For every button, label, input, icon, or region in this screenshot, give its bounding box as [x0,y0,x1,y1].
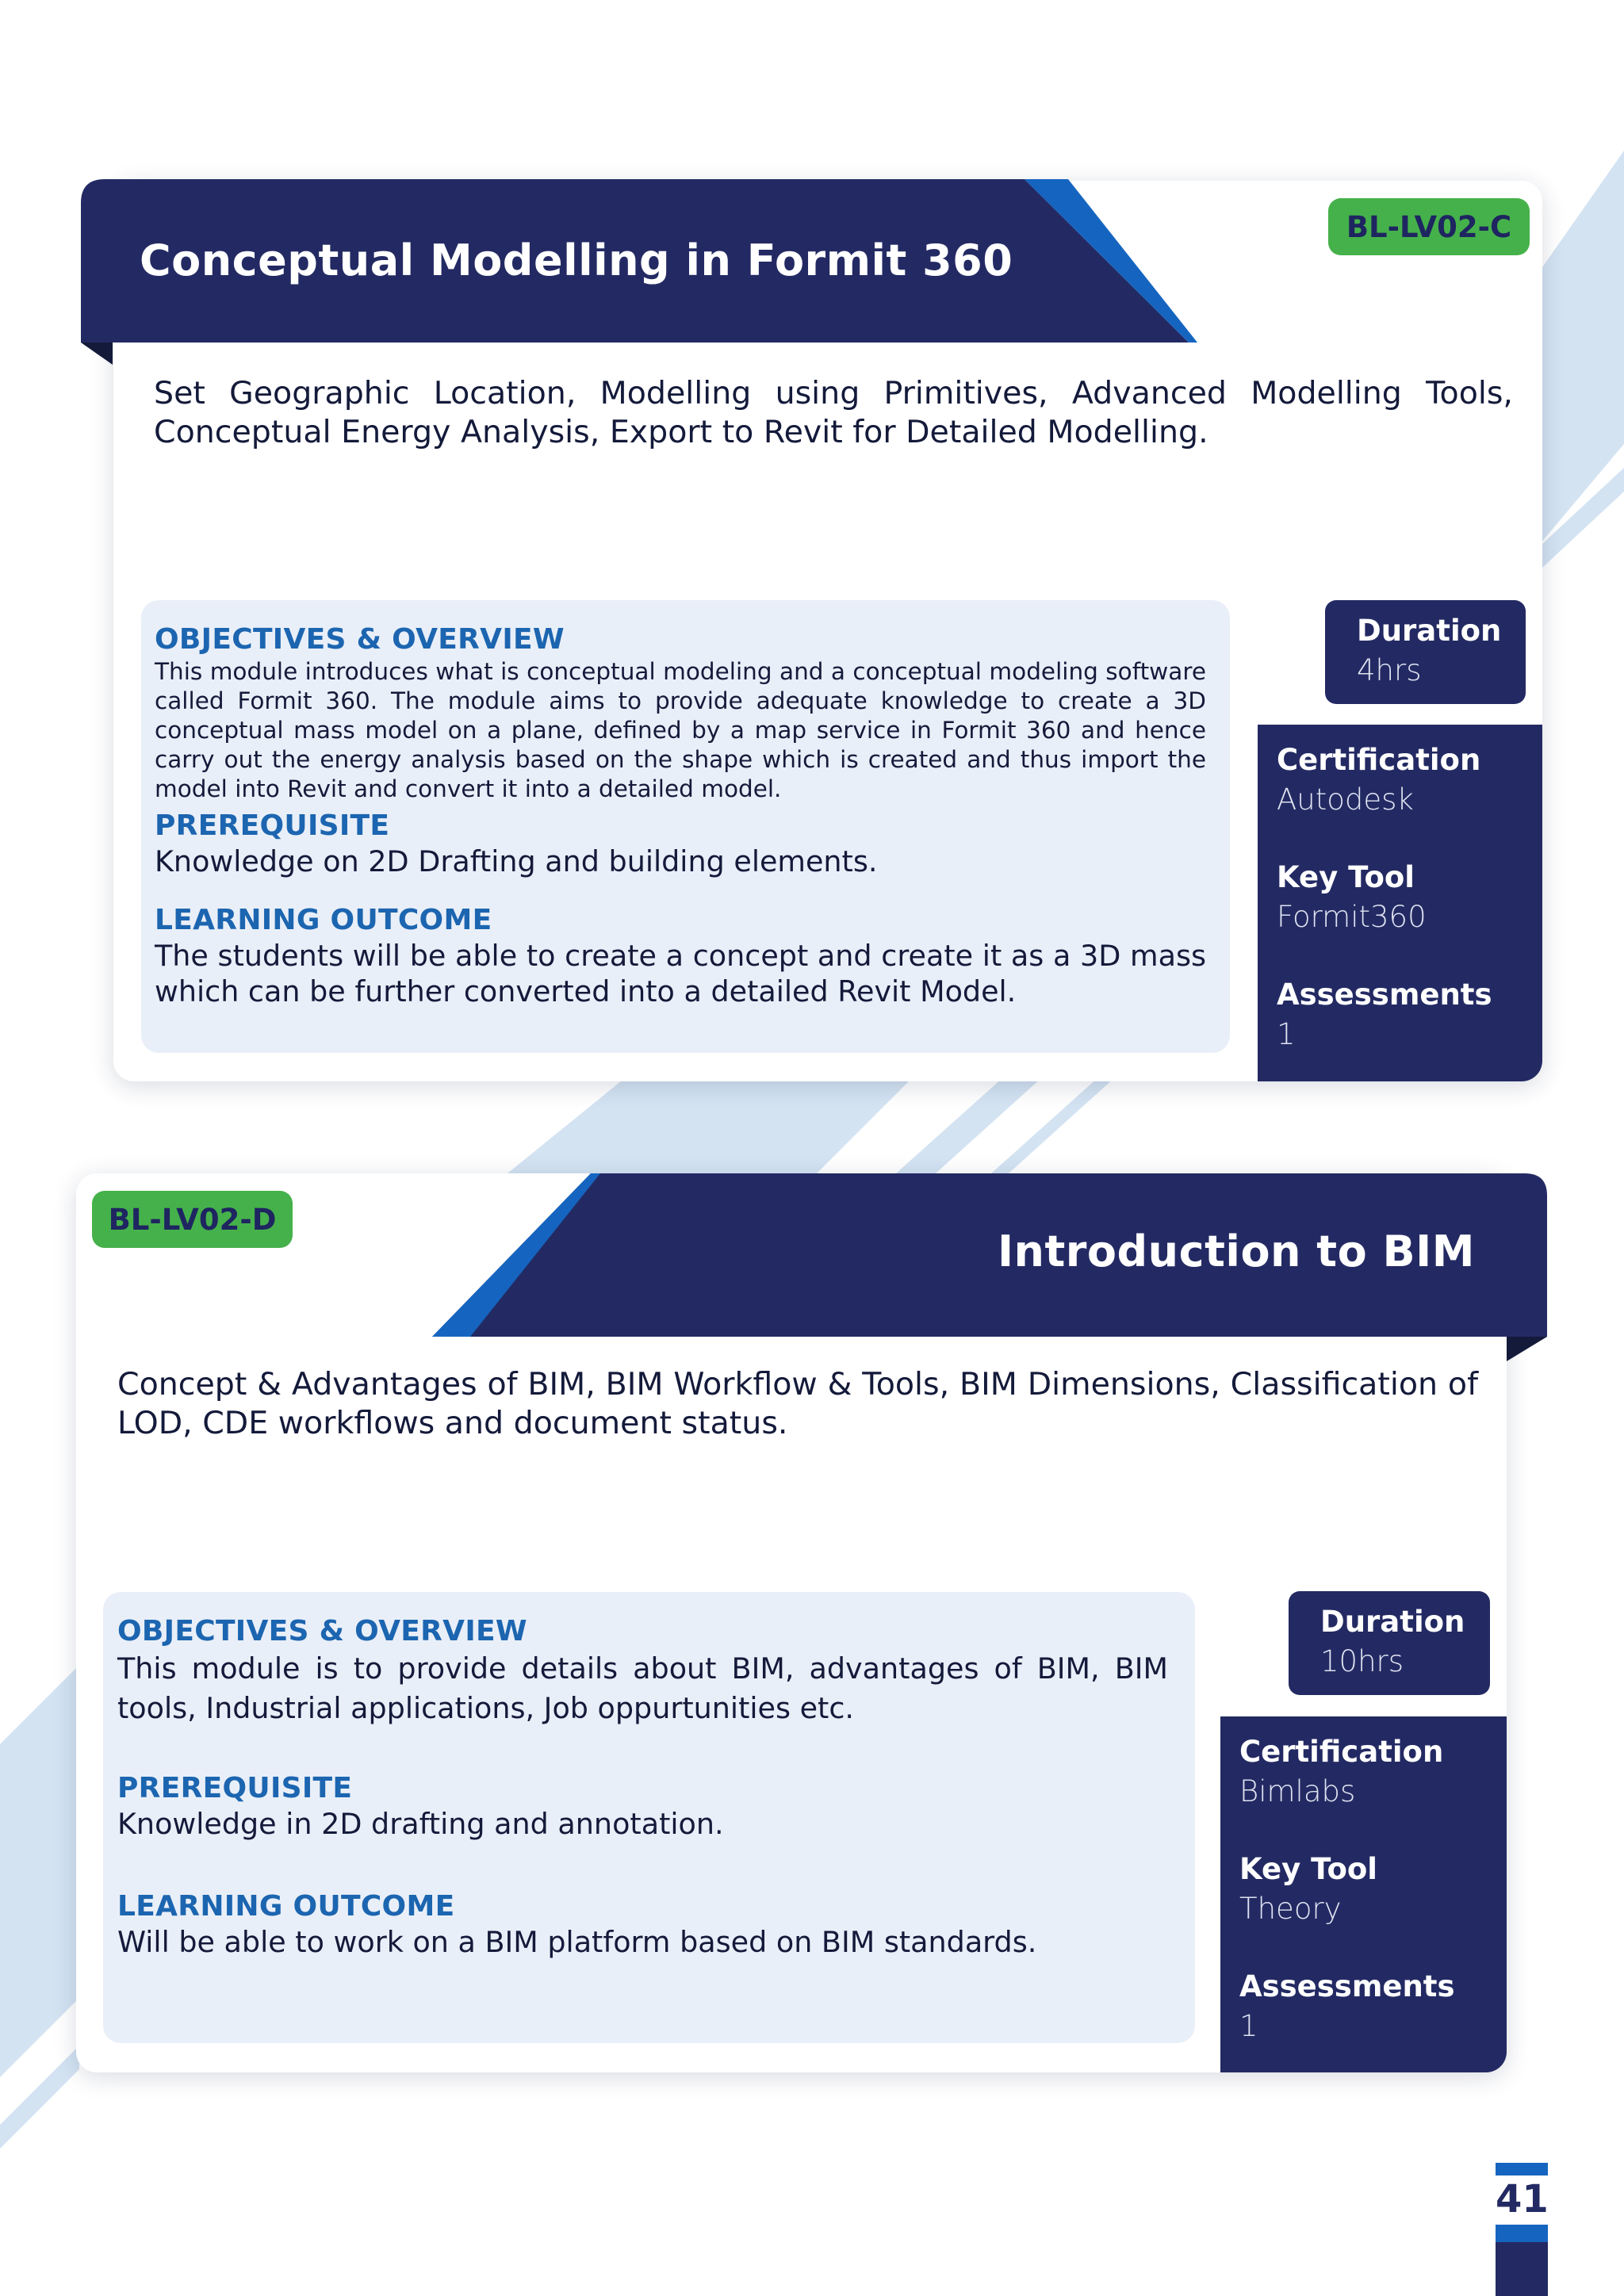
outcome-heading: LEARNING OUTCOME [117,1890,455,1923]
certification-label: Certification [1277,743,1481,777]
prerequisite-heading: PREREQUISITE [117,1772,353,1804]
certification-value: Autodesk [1277,783,1414,817]
module-code-badge: BL-LV02-C [1328,198,1530,255]
objectives-panel [103,1592,1195,2043]
prerequisite-text: Knowledge in 2D drafting and annotation. [117,1807,724,1841]
module-title: Introduction to BIM [997,1226,1475,1276]
page-number-tab [1496,2163,1548,2296]
key-tool-value: Formit360 [1277,900,1427,934]
duration-value: 4hrs [1357,653,1422,687]
outcome-text: The students will be able to create a concept and create it as a 3D mass which can be further converted into a detailed Revit Model. [155,939,1206,1008]
objectives-heading: OBJECTIVES & OVERVIEW [155,623,565,656]
key-tool-label: Key Tool [1277,860,1415,894]
module-details-box [1258,725,1542,1081]
module-details-box [1220,1716,1507,2072]
duration-box [1289,1591,1490,1695]
objectives-heading: OBJECTIVES & OVERVIEW [117,1615,527,1647]
duration-label: Duration [1320,1605,1465,1639]
module-code-badge: BL-LV02-D [92,1191,293,1248]
duration-value: 10hrs [1320,1644,1404,1678]
objectives-panel [141,600,1230,1053]
objectives-text: This module is to provide details about BIM, advantages of BIM, BIM tools, Industrial applications, Job oppurtunities etc. [117,1651,1168,1725]
key-tool-label: Key Tool [1239,1852,1377,1886]
outcome-heading: LEARNING OUTCOME [155,904,492,936]
page-number: 41 [1496,2177,1549,2221]
objectives-text: This module introduces what is conceptual modeling and a conceptual modeling software called Formit 360. The module aims to provide adequate knowledge to create a 3D conceptual mass model on a plane, defined by a map service in Formit 360 and hence carry out the energy analysis based on the shape which is created and thus import the model into Revit and convert it into a detailed model. [155,658,1206,802]
duration-box [1325,600,1526,704]
prerequisite-text: Knowledge on 2D Drafting and building elements. [155,844,878,878]
module-summary: Concept & Advantages of BIM, BIM Workflow & Tools, BIM Dimensions, Classification of LOD, CDE workflows and document status. [117,1366,1478,1441]
duration-label: Duration [1357,614,1502,648]
key-tool-value: Theory [1239,1892,1342,1926]
assessments-label: Assessments [1239,1969,1455,2003]
module-title: Conceptual Modelling in Formit 360 [140,235,1013,285]
prerequisite-heading: PREREQUISITE [155,809,390,842]
assessments-label: Assessments [1277,978,1492,1012]
module-summary: Set Geographic Location, Modelling using Primitives, Advanced Modelling Tools, Conceptual Energy Analysis, Export to Revit for Detailed Modelling. [154,375,1513,450]
certification-label: Certification [1239,1735,1444,1769]
assessments-value: 1 [1239,2009,1258,2043]
outcome-text: Will be able to work on a BIM platform based on BIM standards. [117,1925,1037,1959]
assessments-value: 1 [1277,1017,1296,1051]
certification-value: Bimlabs [1239,1774,1356,1808]
